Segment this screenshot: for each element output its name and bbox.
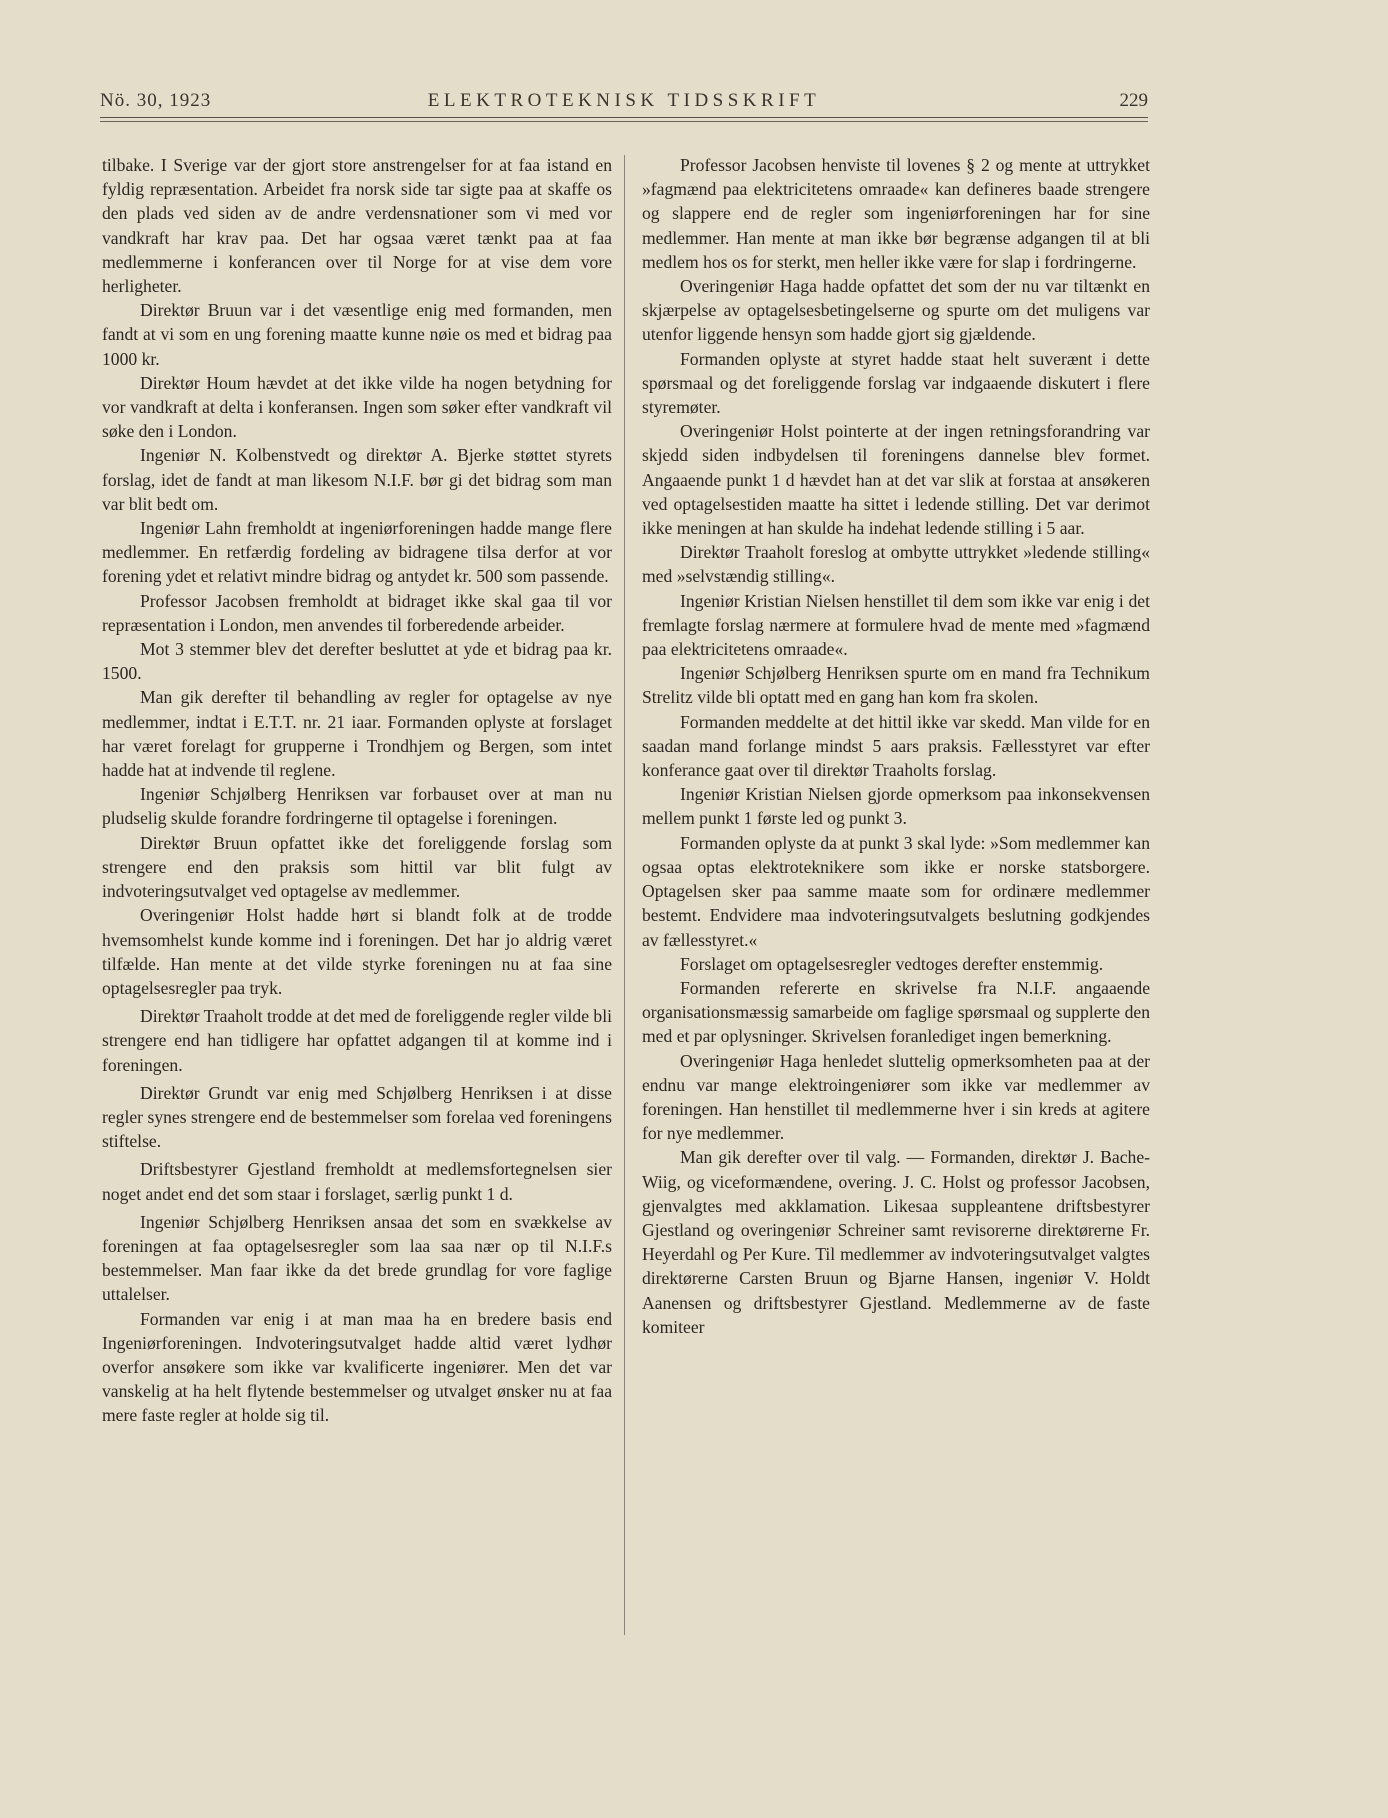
paragraph: Man gik derefter til behandling av regler for optagelse av nye medlemmer, indtat i E.T.T. nr. 21 iaar. Formanden oplyste at forslaget har været forelagt for grupperne i Trondhjem og Bergen, som intet hadde hat at indvende til reglene. [102,687,612,781]
paragraph: Direktør Traaholt foreslog at ombytte uttrykket »ledende stilling« med »selvstændig stilling«. [642,542,1150,587]
paragraph: Ingeniør N. Kolbenstvedt og direktør A. Bjerke støttet styrets forslag, idet de fandt at man likesom N.I.F. bør gi det bidrag som man var blit bedt om. [102,445,612,514]
paragraph: Overingeniør Holst pointerte at der ingen retningsforandring var skjedd siden indbydelsen til foreningens dannelse blev formet. Angaaende punkt 1 d hævdet han at det var slik at forstaa at ansøkeren ved optagelsestiden maatte ha sittet i ledende stilling. Det var derimot ikke meningen at han skulde ha indehat ledende stilling i 5 aar. [642,421,1150,539]
column-divider [624,155,625,1635]
paragraph: Ingeniør Schjølberg Henriksen spurte om en mand fra Technikum Strelitz vilde bli optatt med en gang han kom fra skolen. [642,663,1150,708]
paragraph: Ingeniør Schjølberg Henriksen var forbauset over at man nu pludselig skulde forandre fordringerne til optagelse i foreningen. [102,784,612,829]
header-rule-top [100,117,1148,118]
left-column [102,153,612,1428]
paragraph: Ingeniør Schjølberg Henriksen ansaa det som en svækkelse av foreningen at faa optagelsesregler som laa saa nær op til N.I.F.s bestemmelser. Man faar ikke da det brede grundlag for vore faglige uttalelser. [102,1211,612,1305]
paragraph: tilbake. I Sverige var der gjort store anstrengelser for at faa istand en fyldig repræsentation. Arbeidet fra norsk side tar sigte paa at skaffe os den plads ved siden av de andre verdensnationer som vi med vor vandkraft har krav paa. Det har ogsaa været tænkt paa at faa medlemmerne i konferancen over til Norge for at vise dem vore herligheter. [102,155,612,297]
paragraph: Formanden oplyste da at punkt 3 skal lyde: »Som medlemmer kan ogsaa optas elektroteknikere som ikke er norske statsborgere. Optagelsen sker paa samme maate som for ordinære medlemmer bestemt. Endvidere maa indvoteringsutvalgets beslutning godkjendes av fællesstyret.« [642,832,1150,950]
journal-title: ELEKTROTEKNISK TIDSSKRIFT [427,90,821,111]
paragraph: Formanden oplyste at styret hadde staat helt suverænt i dette spørsmaal og det foreliggende forslag var indgaaende diskutert i flere styremøter. [642,348,1150,418]
paragraph: Overingeniør Holst hadde hørt si blandt folk at de trodde hvemsomhelst kunde komme ind i foreningen. Det har jo aldrig været tilfælde. Han mente at det vilde styrke foreningen nu at faa sine optagelsesregler paa tryk. [102,905,612,998]
page-header [100,90,1148,116]
paragraph: Formanden var enig i at man maa ha en bredere basis end Ingeniørforeningen. Indvoteringsutvalget hadde altid været lydhør overfor ansøkere som ikke var kvalificerte ingeniører. Men det var vanskelig at ha helt flytende bestemmelser og utvalget ønsker nu at faa mere faste regler at holde sig til. [102,1308,612,1426]
header-rule-bottom [100,121,1148,122]
paragraph: Overingeniør Haga hadde opfattet det som der nu var tiltænkt en skjærpelse av optagelsesbetingelserne og spurte om det muligens var utenfor liggende hensyn som hadde gjort sig gjældende. [642,276,1150,345]
paragraph: Driftsbestyrer Gjestland fremholdt at medlemsfortegnelsen sier noget andet end det som staar i forslaget, særlig punkt 1 d. [102,1159,612,1204]
paragraph: Forslaget om optagelsesregler vedtoges derefter enstemmig. [680,953,1104,974]
paragraph: Professor Jacobsen henviste til lovenes § 2 og mente at uttrykket »fagmænd paa elektricitetens omraade« kan defineres baade strengere og slappere end de regler som ingeniørforeningen har for sine medlemmer. Han mente at man ikke bør begrænse adgangen til at bli medlem hos os for sterkt, men heller ikke være for slap i fordringerne. [642,155,1150,272]
paragraph: Man gik derefter over til valg. — Formanden, direktør J. Bache-Wiig, og viceformændene, overing. J. C. Holst og professor Jacobsen, gjenvalgtes med akklamation. Likesaa suppleantene driftsbestyrer Gjestland og overingeniør Schreiner samt revisorerne direktørerne Fr. Heyerdahl og Per Kure. Til medlemmer av indvoteringsutvalget valgtes direktørerne Carsten Bruun og Bjarne Hansen, ingeniør V. Holdt Aanensen og driftsbestyrer Gjestland. Medlemmerne av de faste komiteer [642,1147,1150,1337]
paragraph: Formanden refererte en skrivelse fra N.I.F. angaaende organisationsmæssig samarbeide om faglige spørsmaal og supplerte den med et par oplysninger. Skrivelsen foranlediget ingen bemerkning. [642,977,1150,1047]
paragraph: Direktør Bruun var i det væsentlige enig med formanden, men fandt at vi som en ung forening maatte kunne nøie os med et bidrag paa 1000 kr. [102,300,612,369]
paragraph: Mot 3 stemmer blev det derefter besluttet at yde et bidrag paa kr. 1500. [102,639,612,684]
paragraph: Ingeniør Kristian Nielsen henstillet til dem som ikke var enig i det fremlagte forslag nærmere at formulere hvad de mente med »fagmænd paa elektricitetens omraade«. [642,590,1150,660]
paragraph: Direktør Houm hævdet at det ikke vilde ha nogen betydning for vor vandkraft at delta i konferansen. Ingen som søker efter vandkraft vil søke den i London. [102,372,612,442]
paragraph: Overingeniør Haga henledet sluttelig opmerksomheten paa at der endnu var mange elektroingeniører som ikke var medlemmer av foreningen. Han henstillet til medlemmerne hver i sin kreds at agitere for nye medlemmer. [642,1050,1150,1144]
paragraph: Ingeniør Kristian Nielsen gjorde opmerksom paa inkonsekvensen mellem punkt 1 første led og punkt 3. [642,784,1150,829]
paragraph: Ingeniør Lahn fremholdt at ingeniørforeningen hadde mange flere medlemmer. En retfærdig fordeling av bidragene tilsa derfor at vor forening ydet et relativt mindre bidrag og antydet kr. 500 som passende. [102,518,612,587]
page-number: 229 [1119,90,1148,111]
right-column [642,153,1150,1339]
paragraph: Direktør Traaholt trodde at det med de foreliggende regler vilde bli strengere end han tidligere har opfattet adgangen til at komme ind i foreningen. [102,1006,612,1075]
paragraph: Direktør Grundt var enig med Schjølberg Henriksen i at disse regler synes strengere end de bestemmelser som forelaa ved foreningens stiftelse. [102,1082,612,1152]
paragraph: Direktør Bruun opfattet ikke det foreliggende forslag som strengere end den praksis som hittil var blit fulgt av indvoteringsutvalget ved optagelse av medlemmer. [102,832,612,902]
issue-number: Nö. 30, 1923 [100,90,212,111]
paragraph: Formanden meddelte at det hittil ikke var skedd. Man vilde for en saadan mand forlange mindst 5 aars praksis. Fællesstyret var efter konferance gaat over til direktør Traaholts forslag. [642,711,1150,781]
paragraph: Professor Jacobsen fremholdt at bidraget ikke skal gaa til vor repræsentation i London, men anvendes til forberedende arbeider. [102,590,612,635]
